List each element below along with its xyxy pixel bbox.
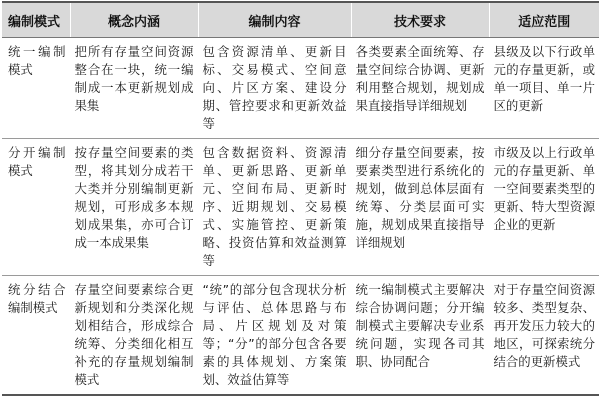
header-mode: 编制模式 <box>2 2 70 38</box>
cell-concept <box>70 276 198 396</box>
cell-text: 分开编制模式 <box>8 145 66 178</box>
table-body <box>2 38 599 396</box>
cell-text: 统一编制模式 <box>8 44 66 77</box>
table-row <box>2 139 599 276</box>
cell-mode <box>2 38 70 139</box>
cell-text: 按存量空间要素的类型，将其划分成若干大类并分别编制更新规划，可形成多本规划成果集，亦可合订成一本成果集 <box>74 145 194 250</box>
cell-text: 市级及以上行政单元的存量更新、单一空间要素类型的更新、特大型资源企业的更新 <box>493 145 595 232</box>
cell-text: 各类要素全面统筹、存量空间综合协调、更新利用整合规划，规划成果直接指导详细规划 <box>355 44 485 113</box>
cell-text: 统一编制模式主要解决综合协调问题；分开编制模式主要解决专业系统问题，实现各司其职、协同配合 <box>355 282 485 369</box>
header-scope: 适应范围 <box>489 2 599 38</box>
cell-text: 对于存量空间资源较多、类型复杂、再开发压力较大的地区，可探索统分结合的更新模式 <box>493 282 595 369</box>
header-row <box>2 2 599 38</box>
table-header <box>2 2 599 38</box>
cell-text: “统”的部分包含现状分析与评估、总体思路与布局、片区规划及对策等；“分”的部分包含各要素的具体规划、方案策划、效益估算等 <box>202 282 347 387</box>
cell-content <box>198 276 351 396</box>
cell-concept <box>70 139 198 276</box>
cell-mode <box>2 276 70 396</box>
cell-content <box>198 139 351 276</box>
cell-text: 细分存量空间要素，按要素类型进行系统化的规划，做到总体层面有统筹、分类层面可实施，规划成果直接指导详细规划 <box>355 145 485 250</box>
cell-scope <box>489 38 599 139</box>
cell-concept <box>70 38 198 139</box>
planning-modes-table <box>2 1 599 396</box>
cell-mode <box>2 139 70 276</box>
cell-technical <box>351 276 489 396</box>
table-row <box>2 276 599 396</box>
cell-text: 包含数据资料、资源清单、更新思路、更新单元、空间布局、更新时序、近期规划、交易模式、实施管控、更新策略、投资估算和效益测算等 <box>202 145 347 268</box>
table-row <box>2 38 599 139</box>
cell-text: 包含资源清单、更新目标、交易模式、空间意向、片区方案、建设分期、管控要求和更新效益等 <box>202 44 347 131</box>
header-content: 编制内容 <box>198 2 351 38</box>
cell-text: 县级及以下行政单元的存量更新，或单一项目、单一片区的更新 <box>493 44 595 113</box>
cell-content <box>198 38 351 139</box>
cell-text: 把所有存量空间资源整合在一块，统一编制成一本更新规划成果集 <box>74 44 194 113</box>
cell-text: 存量空间要素综合更新规划和分类深化规划相结合，形成综合统筹、分类细化相互补充的存量规划编制模式 <box>74 282 194 387</box>
cell-technical <box>351 38 489 139</box>
cell-technical <box>351 139 489 276</box>
header-technical: 技术要求 <box>351 2 489 38</box>
header-concept: 概念内涵 <box>70 2 198 38</box>
cell-text: 统分结合编制模式 <box>8 282 66 315</box>
cell-scope <box>489 139 599 276</box>
cell-scope <box>489 276 599 396</box>
